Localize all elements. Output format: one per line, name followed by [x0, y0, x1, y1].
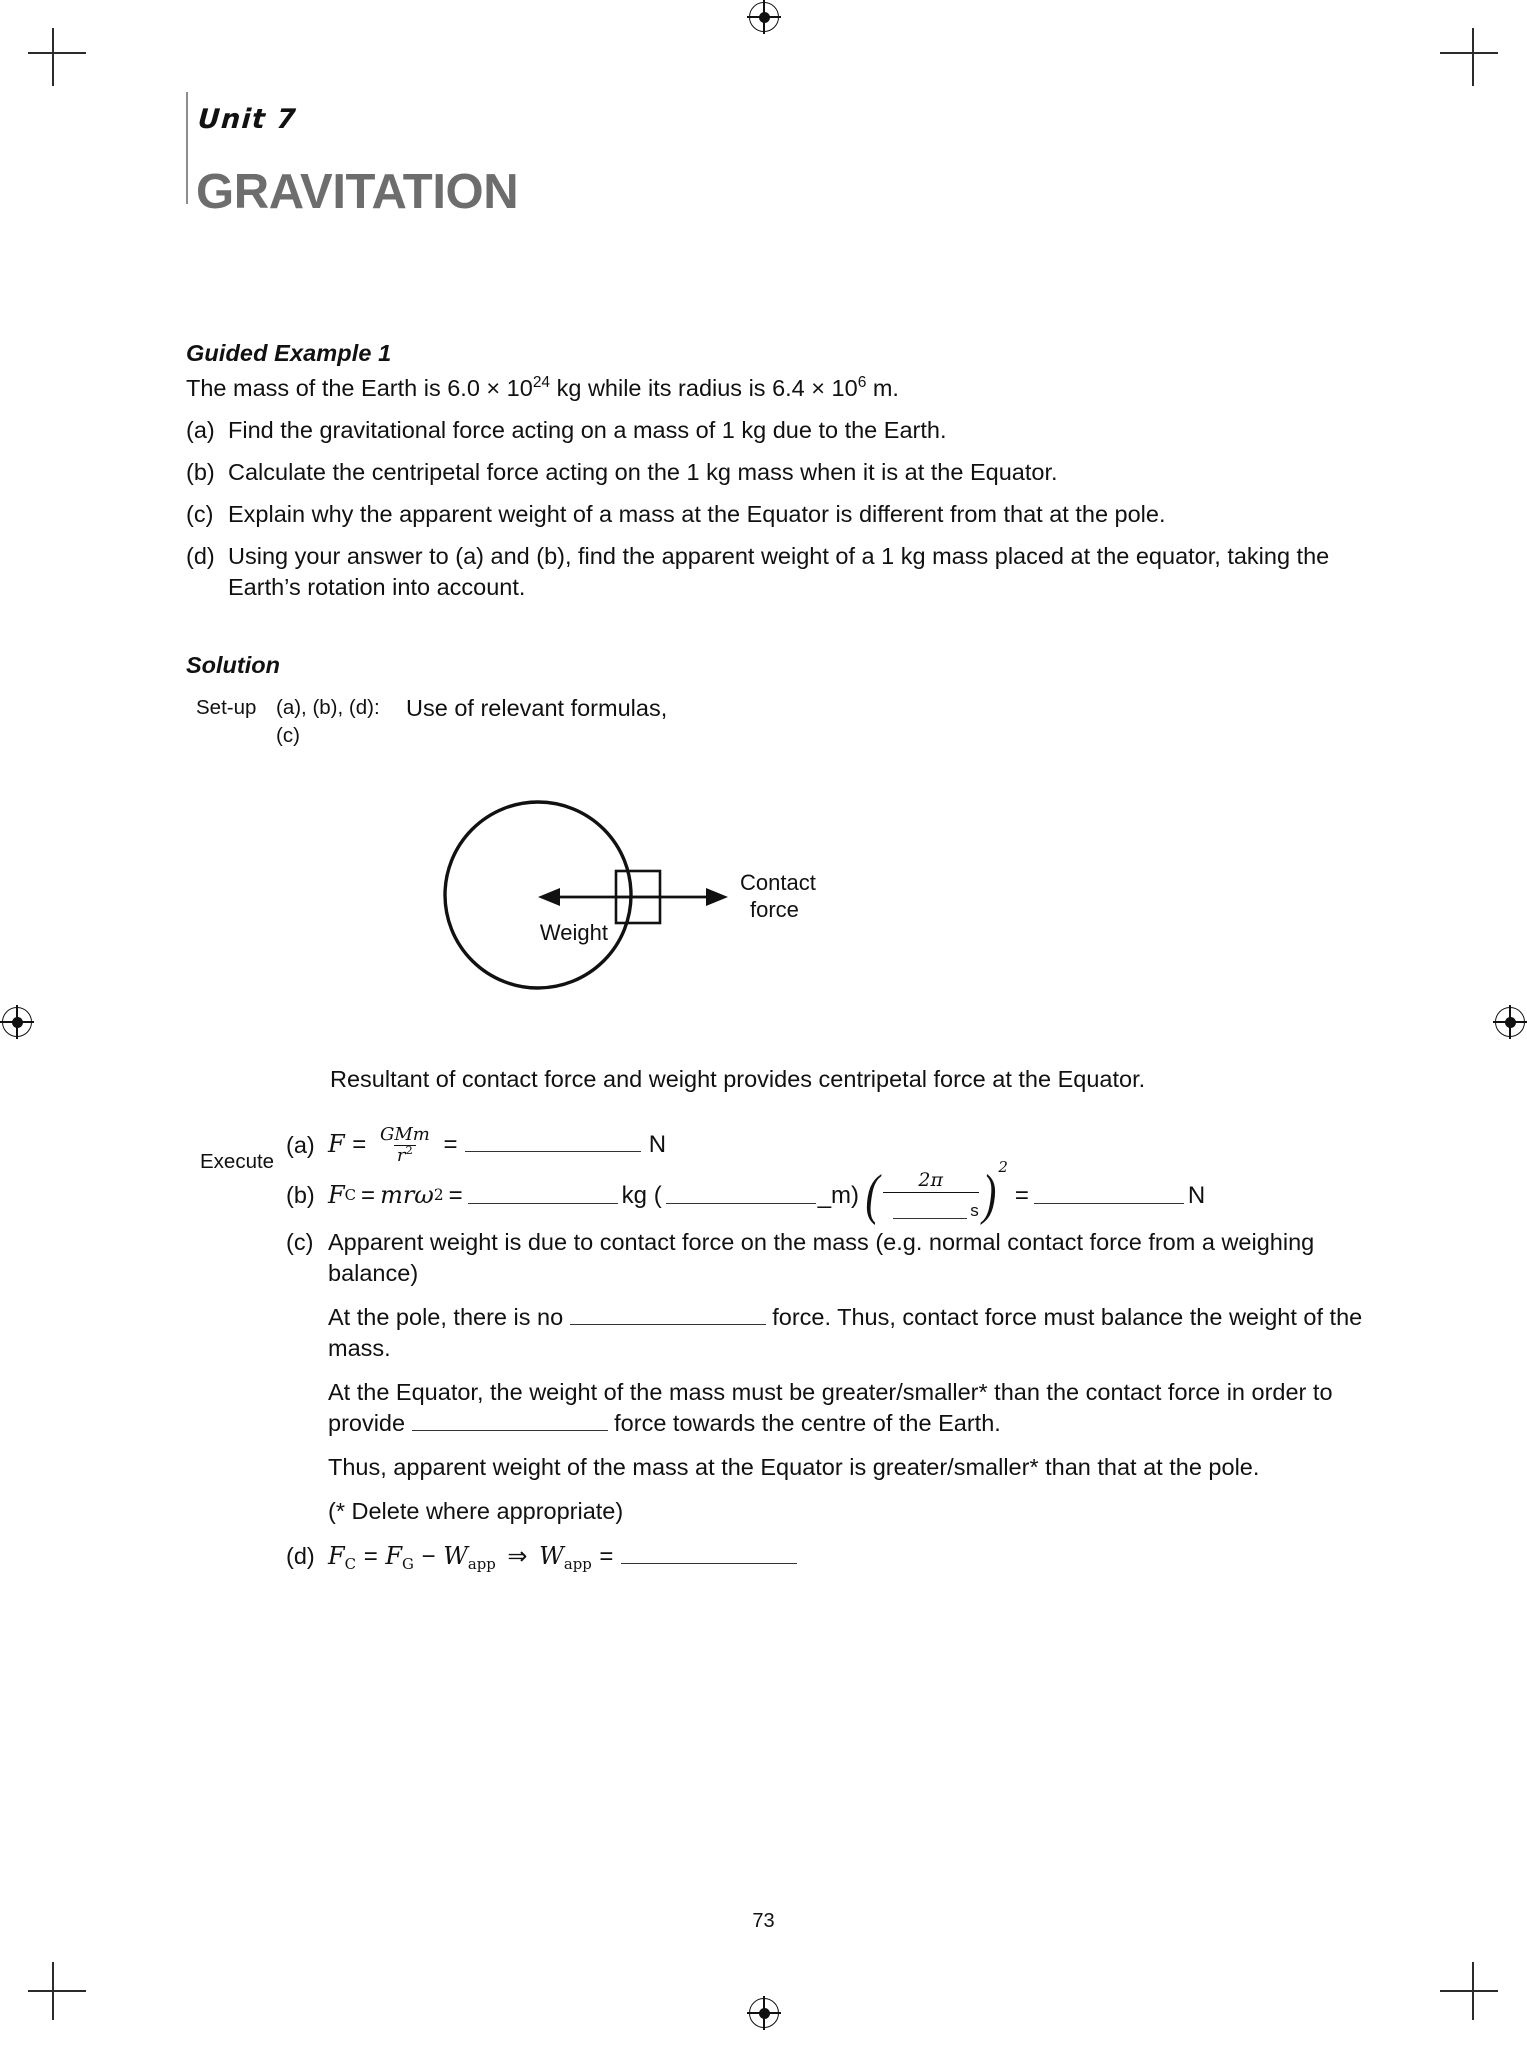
- question-marker-c: (c): [186, 501, 214, 527]
- execute-formula-b: F C = mrω 2 = kg ( _m) ( $\frac{2\pi}{s}$ ) 2 = N: [328, 1158, 1206, 1226]
- contact-force-arrow-head-icon: [706, 888, 728, 906]
- answer-c-line3-prefix: At the Equator, the weight of the mass must be greater/smaller* than the contact force in order to provide: [328, 1379, 1333, 1436]
- formula-d-variable-3: W: [443, 1542, 468, 1570]
- execute-row-d: [286, 1541, 1366, 1572]
- registration-mark-top: [747, 0, 781, 34]
- answer-blank-b-mass[interactable]: [468, 1186, 618, 1204]
- formula-d-variable-4: W: [539, 1542, 564, 1570]
- execute-answer-c: [328, 1227, 1366, 1527]
- mass-block-lower-icon: [616, 897, 660, 923]
- formula-d-variable-1: F: [328, 1542, 345, 1570]
- earth-circle-icon: [445, 802, 631, 988]
- formula-a-equals-2: =: [443, 1131, 458, 1158]
- contact-force-label-line1: Contact: [740, 870, 816, 895]
- earth-force-diagram: [420, 760, 840, 1030]
- lede-exponent-2: 6: [857, 374, 867, 392]
- formula-a-unit: N: [648, 1131, 667, 1158]
- formula-d-equals-1: =: [363, 1543, 378, 1570]
- crop-mark-top-right-vertical: [1472, 28, 1474, 86]
- formula-d-minus: −: [421, 1543, 436, 1570]
- question-item-b: [186, 457, 1366, 488]
- execute-block: [286, 1126, 1366, 1572]
- crop-mark-top-left-vertical: [52, 28, 54, 86]
- answer-c-line2: [328, 1302, 1366, 1364]
- formula-d-variable-3-subscript: app: [467, 1554, 496, 1573]
- formula-b-fraction-numerator: 2π: [883, 1171, 979, 1193]
- formula-b-expression: mrω: [380, 1180, 434, 1209]
- registration-mark-left: [0, 1005, 34, 1039]
- answer-c-line4: Thus, apparent weight of the mass at the Equator is greater/smaller* than that at the pole.: [328, 1454, 1260, 1480]
- formula-b-fraction-denominator: [883, 1193, 979, 1219]
- execute-marker-a: (a): [286, 1132, 315, 1158]
- execute-marker-c: (c): [286, 1229, 314, 1255]
- formula-b-equals-1: =: [361, 1181, 376, 1209]
- question-text-b: Calculate the centripetal force acting on the 1 kg mass when it is at the Equator.: [228, 459, 1058, 485]
- formula-d-equals-2: =: [599, 1543, 614, 1570]
- execute-marker-b: (b): [286, 1181, 315, 1208]
- formula-a-numerator: GMm: [379, 1124, 430, 1145]
- lede-mid: kg while its radius is 6.4 × 10: [550, 375, 858, 401]
- setup-text: Use of relevant formulas,: [406, 695, 668, 721]
- guided-example-heading: Guided Example 1: [186, 340, 392, 366]
- question-text-d: Using your answer to (a) and (b), find the apparent weight of a 1 kg mass placed at the equator, taking the Earth’s rotation into account.: [228, 543, 1330, 600]
- lede-prefix: The mass of the Earth is 6.0 × 10: [186, 375, 533, 401]
- chapter-title: GRAVITATION: [196, 165, 519, 219]
- formula-d-variable-2-subscript: G: [402, 1554, 414, 1573]
- formula-b-unit-n: N: [1187, 1181, 1206, 1209]
- formula-a-denominator-var: r: [396, 1145, 406, 1166]
- formula-a-equals-1: =: [352, 1131, 367, 1158]
- answer-blank-b-period[interactable]: [893, 1203, 967, 1219]
- formula-d-variable-4-subscript: app: [563, 1554, 592, 1573]
- solution-heading: Solution: [186, 652, 280, 678]
- weight-arrow-head-icon: [538, 888, 560, 906]
- question-text-a: Find the gravitational force acting on a mass of 1 kg due to the Earth.: [228, 417, 947, 443]
- formula-b-variable: F: [328, 1180, 345, 1209]
- execute-formula-a: [328, 1126, 1366, 1165]
- question-item-d: [186, 541, 1366, 603]
- page-number: 73: [752, 1910, 775, 1932]
- setup-parts-line2: (c): [276, 724, 300, 747]
- mass-block-upper-icon: [616, 871, 660, 897]
- answer-c-line3: [328, 1377, 1366, 1439]
- weight-label: Weight: [539, 920, 608, 945]
- answer-c-line2-suffix: force. Thus, contact force must balance the weight of the mass.: [328, 1304, 1363, 1361]
- answer-blank-a[interactable]: [465, 1134, 641, 1152]
- question-item-c: [186, 499, 1366, 530]
- question-item-a: [186, 415, 1366, 446]
- execute-formula-d: [328, 1541, 1366, 1572]
- crop-mark-bottom-left-horizontal: [28, 1990, 86, 1992]
- formula-d-variable-1-subscript: C: [344, 1554, 357, 1573]
- answer-c-line2-prefix: At the pole, there is no: [328, 1304, 564, 1330]
- execute-row-b: [286, 1158, 1366, 1226]
- registration-mark-right: [1493, 1005, 1527, 1039]
- formula-b-fraction: [883, 1171, 979, 1219]
- formula-b-equals-2: =: [448, 1181, 463, 1209]
- guided-example-block: [186, 340, 1366, 603]
- question-text-c: Explain why the apparent weight of a mass at the Equator is different from that at the pole.: [228, 501, 1166, 527]
- earth-force-diagram-svg: [420, 760, 840, 1030]
- formula-d-arrow-icon: ⇒: [507, 1543, 528, 1570]
- answer-c-line3-suffix: force towards the centre of the Earth.: [614, 1410, 1001, 1436]
- answer-blank-b-result[interactable]: [1034, 1186, 1184, 1204]
- formula-a-denominator: [394, 1145, 416, 1165]
- crop-mark-top-right-horizontal: [1440, 52, 1498, 54]
- question-marker-a: (a): [186, 417, 215, 443]
- resultant-statement: Resultant of contact force and weight provides centripetal force at the Equator.: [330, 1066, 1146, 1092]
- lede-exponent-1: 24: [532, 374, 551, 392]
- formula-a-denominator-exponent: 2: [405, 1143, 413, 1157]
- formula-b-left-paren: (: [865, 1164, 880, 1226]
- crop-mark-top-left-horizontal: [28, 52, 86, 54]
- answer-blank-b-radius[interactable]: [666, 1186, 816, 1204]
- formula-b-denominator-unit: s: [970, 1201, 979, 1220]
- formula-b-unit-m: _m): [817, 1181, 860, 1209]
- setup-parts-line1: (a), (b), (d):: [276, 696, 380, 719]
- execute-marker-d: (d): [286, 1543, 315, 1569]
- execute-label: Execute: [200, 1150, 275, 1173]
- title-vertical-rule: [186, 92, 188, 204]
- answer-c-line5: (* Delete where appropriate): [328, 1498, 624, 1524]
- formula-b-parenthesised-fraction: ( $\frac{2\pi}{s}$ ) 2: [865, 1158, 1008, 1226]
- question-list: [186, 415, 1366, 603]
- formula-a-variable: F: [328, 1130, 345, 1158]
- answer-blank-c-pole-force[interactable]: [570, 1307, 766, 1325]
- question-marker-b: (b): [186, 459, 215, 485]
- crop-mark-bottom-right-horizontal: [1440, 1990, 1498, 1992]
- registration-mark-bottom: [747, 1996, 781, 2030]
- formula-a-fraction: [377, 1126, 433, 1165]
- question-marker-d: (d): [186, 543, 215, 569]
- formula-b-right-paren: ): [982, 1164, 997, 1226]
- formula-b-unit-kg: kg (: [621, 1181, 662, 1209]
- guided-example-lede: [186, 373, 1366, 404]
- formula-d-variable-2: F: [385, 1542, 402, 1570]
- execute-row-c: [286, 1227, 1366, 1527]
- answer-blank-c-equator-force[interactable]: [412, 1413, 608, 1431]
- execute-row-a: [286, 1126, 1366, 1165]
- answer-c-line1: Apparent weight is due to contact force on the mass (e.g. normal contact force from a weighing balance): [328, 1229, 1315, 1286]
- lede-suffix: m.: [866, 375, 899, 401]
- contact-force-label-line2: force: [750, 897, 799, 922]
- setup-label: Set-up: [196, 696, 257, 719]
- answer-blank-d[interactable]: [621, 1546, 797, 1564]
- setup-row: [196, 694, 667, 750]
- formula-b-equals-3: =: [1014, 1181, 1029, 1209]
- setup-parts: [276, 694, 406, 750]
- unit-label: Unit 7: [196, 104, 298, 135]
